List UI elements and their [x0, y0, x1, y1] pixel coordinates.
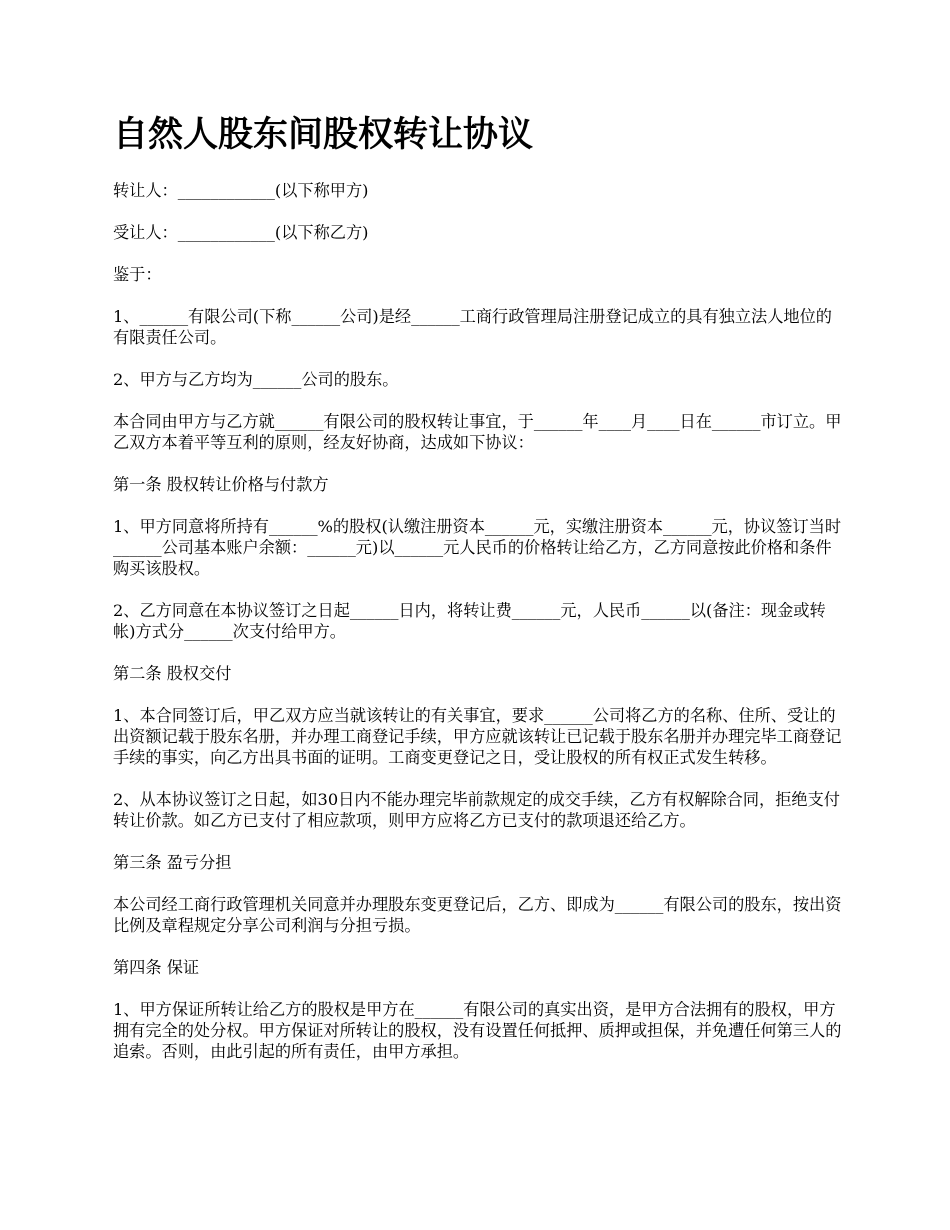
article-4-heading: 第四条 保证 — [113, 958, 200, 977]
article-3-body: 本公司经工商行政管理机关同意并办理股东变更登记后，乙方、即成为______有限公司的股东，按出资比例及章程规定分享公司利润与分担亏损。 — [113, 895, 842, 935]
article-2-clause-2: 2、从本协议签订之日起，如30日内不能办理完毕前款规定的成交手续，乙方有权解除合同，拒绝支付转让价款。如乙方已支付了相应款项，则甲方应将乙方已支付的款项退还给乙方。 — [113, 790, 840, 830]
article-2-clause-1: 1、本合同签订后，甲乙双方应当就该转让的有关事宜，要求______公司将乙方的名称、住所、受让的出资额记载于股东名册，并办理工商登记手续，甲方应就该转让已记载于股东名册并办理完毕工商登记手续的事实，向乙方出具书面的证明。工商变更登记之日，受让股权的所有权正式发生转移。 — [113, 706, 842, 767]
article-2-heading: 第二条 股权交付 — [113, 664, 232, 683]
document-page — [113, 112, 843, 1083]
recital-1: 1、______有限公司(下称______公司)是经______工商行政管理局注册登记成立的具有独立法人地位的有限责任公司。 — [113, 307, 832, 347]
article-1-clause-1: 1、甲方同意将所持有______%的股权(认缴注册资本______元，实缴注册资本______元，协议签订当时______公司基本账户余额：______元)以______元人民币的价格转让给乙方，乙方同意按此价格和条件购买该股权。 — [113, 517, 842, 578]
transferee-line: 受让人：____________(以下称乙方) — [113, 223, 369, 242]
transferor-line: 转让人：____________(以下称甲方) — [113, 181, 369, 200]
contract-preamble: 本合同由甲方与乙方就______有限公司的股权转让事宜，于______年____月____日在______市订立。甲乙双方本着平等互利的原则，经友好协商，达成如下协议： — [113, 412, 842, 452]
article-3-heading: 第三条 盈亏分担 — [113, 853, 232, 872]
whereas-heading: 鉴于： — [113, 265, 162, 284]
article-1-clause-2: 2、乙方同意在本协议签订之日起______日内，将转让费______元，人民币______以(备注：现金或转帐)方式分______次支付给甲方。 — [113, 601, 826, 641]
document-title: 自然人股东间股权转让协议 — [113, 115, 534, 155]
article-1-heading: 第一条 股权转让价格与付款方 — [113, 475, 329, 494]
recital-2: 2、甲方与乙方均为______公司的股东。 — [113, 370, 399, 389]
article-4-clause-1: 1、甲方保证所转让给乙方的股权是甲方在______有限公司的真实出资，是甲方合法拥有的股权，甲方拥有完全的处分权。甲方保证对所转让的股权，没有设置任何抵押、质押或担保，并免遭任何第三人的追索。否则，由此引起的所有责任，由甲方承担。 — [113, 1000, 842, 1061]
